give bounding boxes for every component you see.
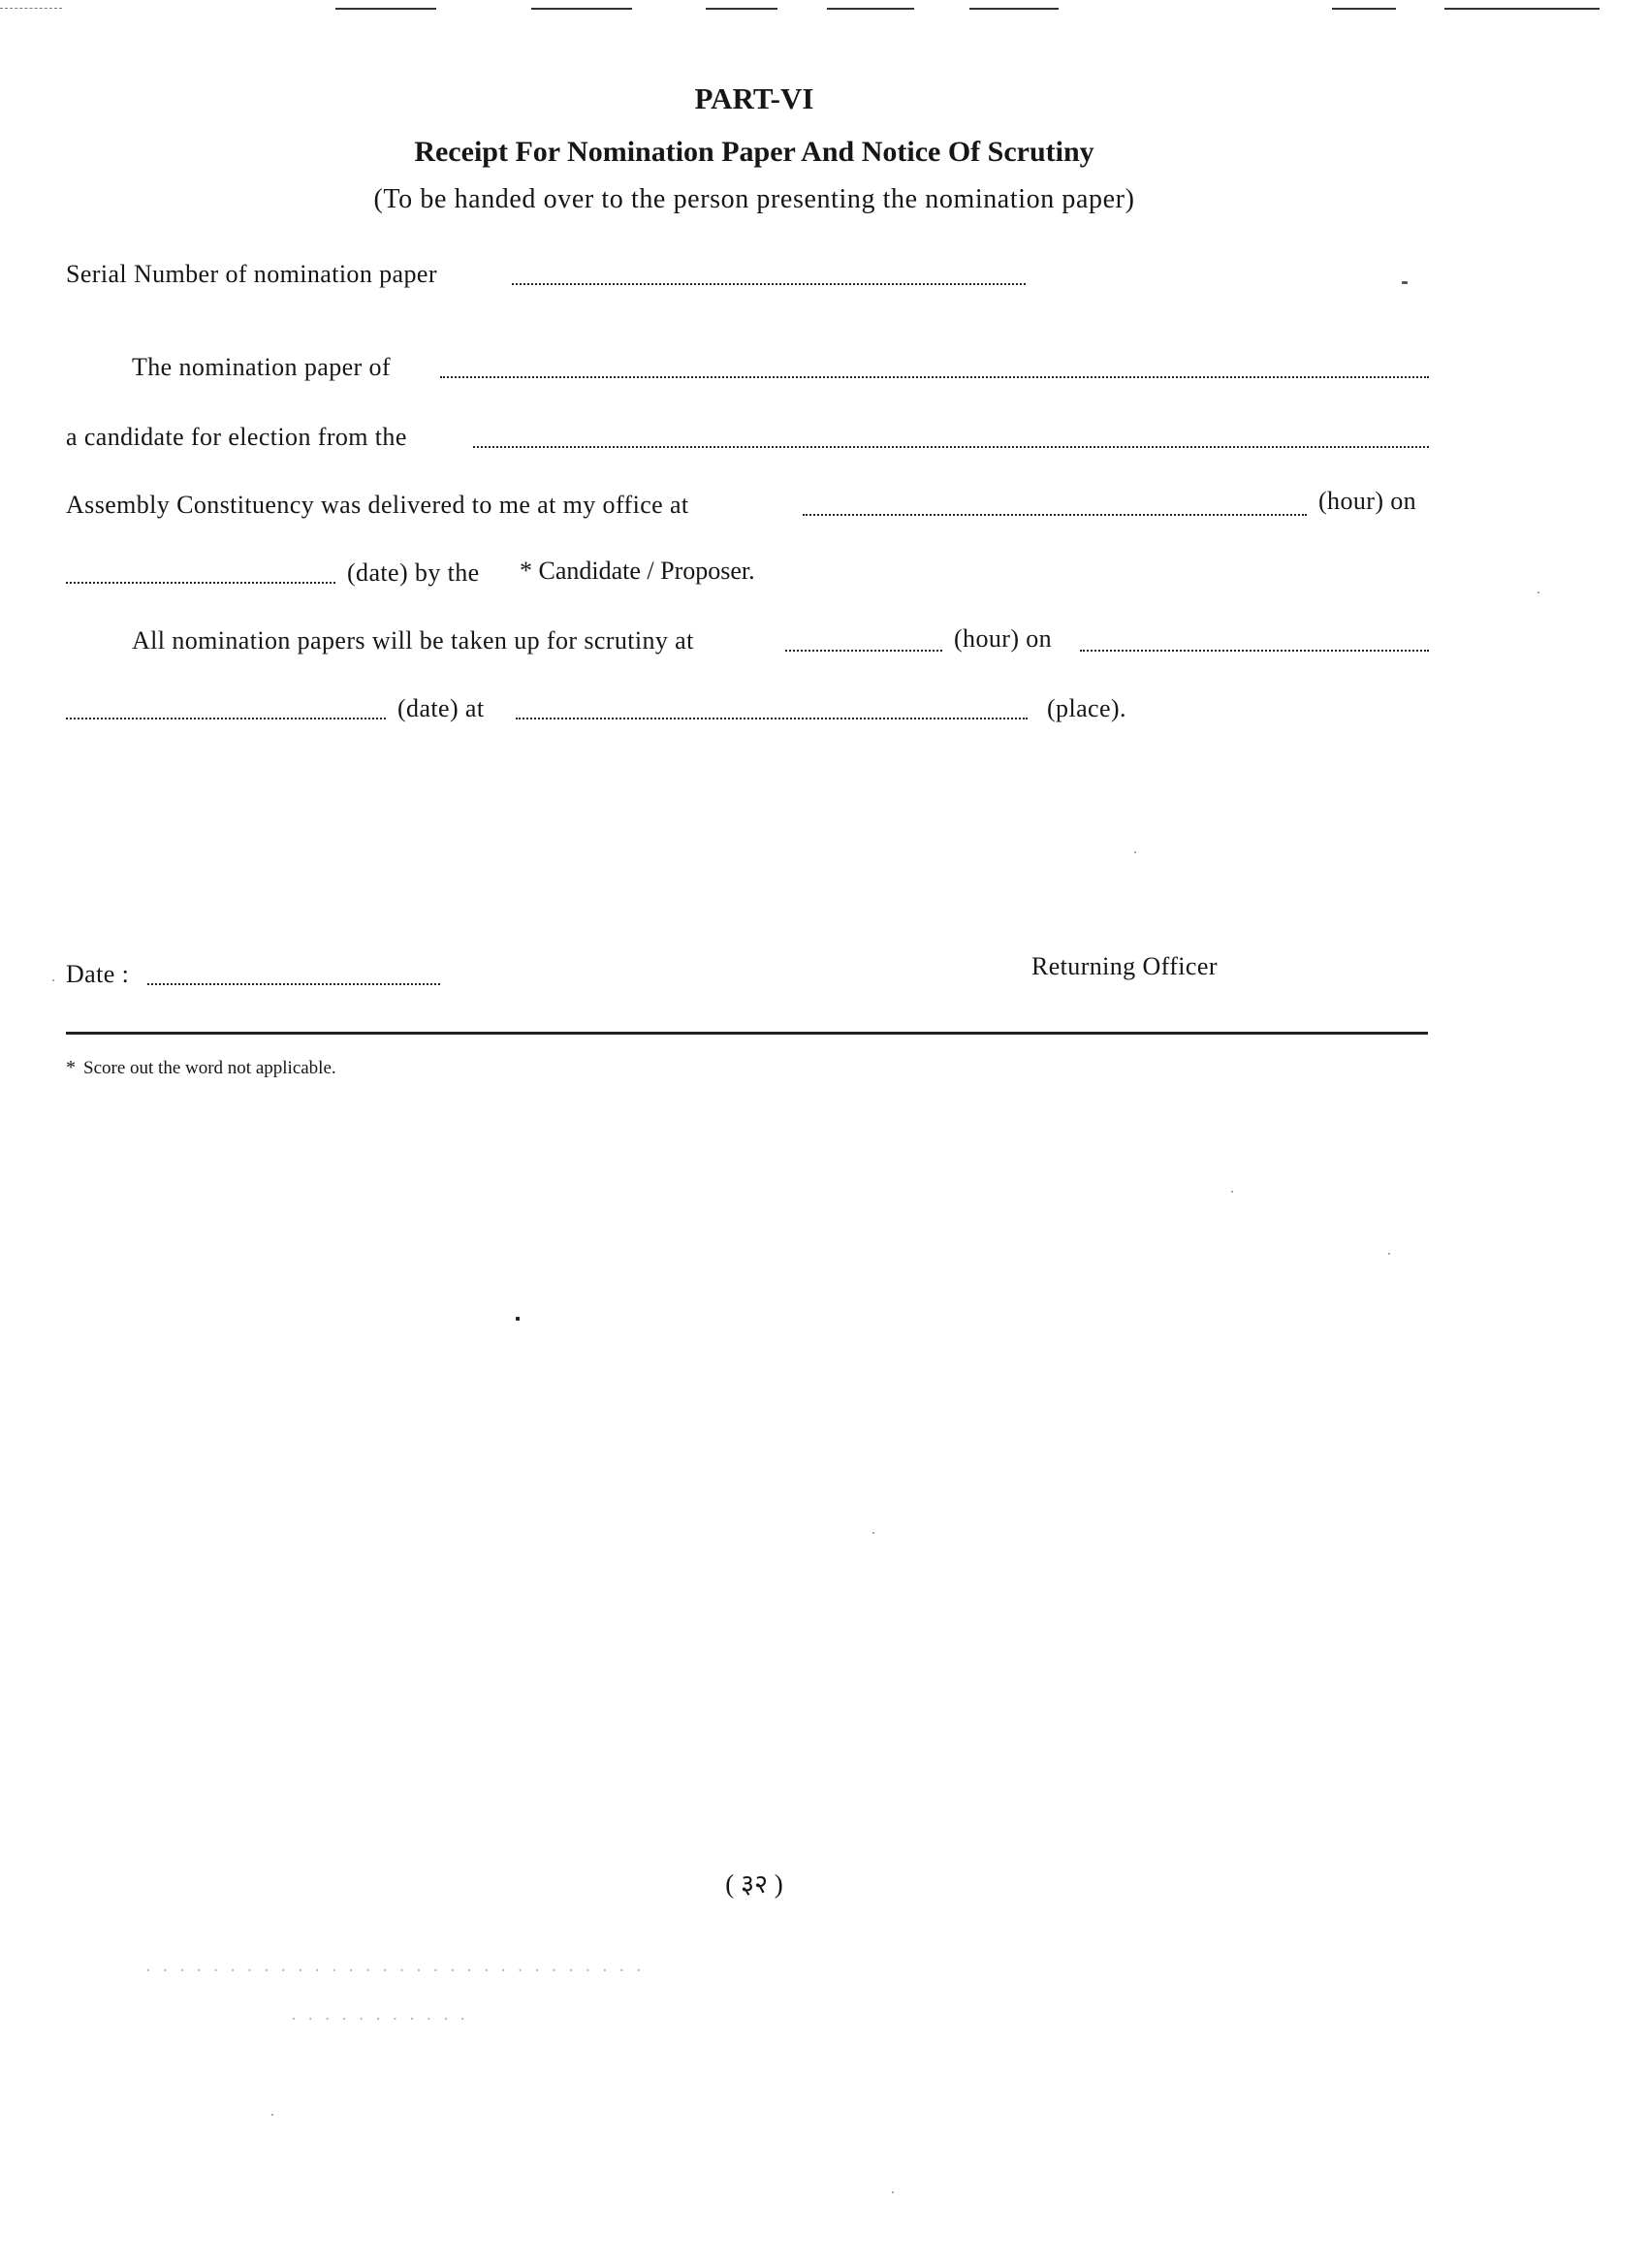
top-rule-segment [969, 8, 1059, 10]
constituency-delivered-label: Assembly Constituency was delivered to me at my office at [66, 491, 689, 519]
serial-number-label: Serial Number of nomination paper [66, 260, 437, 288]
returning-officer-label: Returning Officer [1031, 952, 1218, 980]
scan-speck [1134, 851, 1136, 853]
delivery-hour-field[interactable] [803, 514, 1307, 516]
form-subtitle: (To be handed over to the person presenting the nomination paper) [373, 184, 1135, 214]
top-rule-segment [335, 8, 436, 10]
top-rule-segment [706, 8, 777, 10]
place-label: (place). [1047, 694, 1126, 722]
bleed-through-mark: · · · · · · · · · · · [291, 2009, 469, 2029]
top-rule-segment [1444, 8, 1600, 10]
top-rule-segment [1332, 8, 1396, 10]
bleed-through-mark: · · · · · · · · · · · · · · · · · · · · · · · · · · · · · · [145, 1961, 645, 1981]
scan-speck [516, 1317, 520, 1321]
footnote-text: Score out the word not applicable. [83, 1058, 336, 1078]
signing-date-field[interactable] [147, 983, 440, 985]
scrutiny-label: All nomination papers will be taken up for scrutiny at [132, 626, 694, 655]
candidate-election-label: a candidate for election from the [66, 423, 407, 451]
scan-speck [1231, 1191, 1233, 1193]
page-number: ( ३२ ) [725, 1869, 783, 1899]
top-dashed-edge [0, 8, 62, 9]
footer-rule [66, 1032, 1428, 1035]
scan-speck [1388, 1253, 1390, 1255]
scrutiny-place-field[interactable] [516, 718, 1028, 719]
scan-speck [892, 2191, 894, 2193]
scrutiny-hour-field[interactable] [785, 650, 942, 652]
serial-number-field[interactable] [512, 283, 1026, 285]
hour-on-label: (hour) on [1318, 487, 1417, 515]
scrutiny-date-continued-field[interactable] [66, 718, 386, 719]
scan-speck [52, 979, 54, 981]
scan-speck [872, 1532, 874, 1534]
scan-speck [1537, 591, 1539, 593]
top-rule-segment [827, 8, 914, 10]
candidate-name-field[interactable] [440, 376, 1429, 378]
constituency-field[interactable] [473, 446, 1429, 448]
date-at-label: (date) at [397, 694, 485, 722]
date-by-label: (date) by the [347, 559, 480, 587]
date-label: Date : [66, 960, 130, 988]
footnote-star: * [66, 1057, 76, 1078]
receipt-title: Receipt For Nomination Paper And Notice Of Scrutiny [414, 136, 1094, 168]
scan-speck [271, 2114, 273, 2116]
top-rule-segment [531, 8, 632, 10]
scrutiny-date-field[interactable] [1080, 650, 1429, 652]
scrutiny-hour-on-label: (hour) on [954, 624, 1053, 653]
scan-speck [1402, 281, 1408, 284]
delivery-date-field[interactable] [66, 582, 335, 584]
candidate-proposer-label: * Candidate / Proposer. [520, 557, 755, 585]
part-title: PART-VI [694, 81, 814, 115]
footnote [66, 1057, 336, 1079]
nomination-of-label: The nomination paper of [132, 353, 391, 381]
